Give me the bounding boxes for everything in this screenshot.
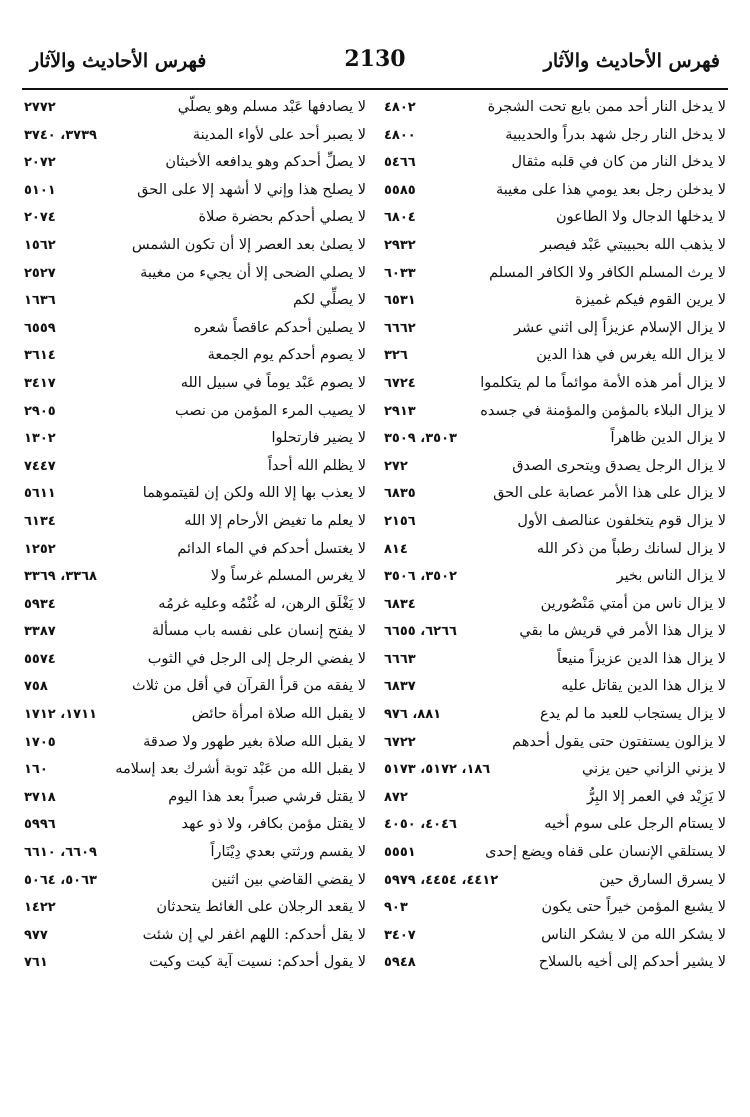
entry-reference-number: ٢٥٢٧ bbox=[24, 265, 56, 281]
entry-text: لا يصلي أحدكم بحضرة صلاة bbox=[198, 209, 366, 226]
entry-reference-number: ٥٩٣٤ bbox=[24, 596, 56, 612]
index-entry bbox=[382, 425, 728, 453]
entry-text: لا يصلي الضحى إلا أن يجيء من مغيبة bbox=[140, 264, 366, 281]
index-entry bbox=[22, 315, 368, 343]
entry-text: لا يرث المسلم الكافر ولا الكافر المسلم bbox=[489, 264, 726, 281]
entry-reference-number: ٦٢٦٦، ٦٦٥٥ bbox=[384, 624, 457, 640]
index-entry bbox=[382, 701, 728, 729]
entry-text: لا يصلِّ أحدكم وهو يدافعه الأخبثان bbox=[165, 154, 366, 171]
entry-text: لا يدخلها الدجال ولا الطاعون bbox=[555, 209, 726, 226]
index-entry bbox=[22, 260, 368, 288]
index-entry bbox=[22, 94, 368, 122]
index-entry bbox=[382, 149, 728, 177]
index-entry bbox=[382, 508, 728, 536]
entry-text: لا يَغْلَق الرهن، له غُنْمُه وعليه غرمُه bbox=[158, 595, 366, 612]
entry-reference-number: ٨٧٢ bbox=[384, 789, 408, 805]
entry-reference-number: ٥٩٩٦ bbox=[24, 817, 56, 833]
entry-reference-number: ٦٧٢٤ bbox=[384, 375, 416, 391]
entry-text: لا يقل أحدكم: اللهم اغفر لي إن شئت bbox=[142, 926, 366, 943]
index-entry bbox=[382, 315, 728, 343]
index-entry bbox=[22, 563, 368, 591]
entry-text: لا يشير أحدكم إلى أخيه بالسلاح bbox=[538, 954, 726, 971]
index-entry bbox=[22, 122, 368, 150]
index-entry bbox=[382, 756, 728, 784]
entry-text: لا يزال الرجل يصدق ويتحرى الصدق bbox=[512, 457, 726, 474]
entry-text: لا يستام الرجل على سوم أخيه bbox=[544, 816, 726, 833]
entry-text: لا يصلِّي لكم bbox=[292, 292, 366, 309]
index-entry bbox=[22, 618, 368, 646]
entry-reference-number: ٦٠٣٣ bbox=[384, 265, 416, 281]
index-entry bbox=[382, 591, 728, 619]
index-entry bbox=[22, 949, 368, 977]
index-entry bbox=[22, 811, 368, 839]
entry-reference-number: ٥٠٦٣، ٥٠٦٤ bbox=[24, 872, 97, 888]
index-entry bbox=[382, 204, 728, 232]
index-entry bbox=[22, 453, 368, 481]
index-entry bbox=[22, 425, 368, 453]
entry-reference-number: ٣٤٠٧ bbox=[384, 927, 416, 943]
index-entry bbox=[382, 839, 728, 867]
entry-reference-number: ٦٨٣٥ bbox=[384, 486, 416, 502]
entry-reference-number: ١٧٠٥ bbox=[24, 734, 56, 750]
entry-reference-number: ١٤٢٢ bbox=[24, 900, 56, 916]
entry-reference-number: ٣٣٨٧ bbox=[24, 624, 56, 640]
index-entry bbox=[22, 867, 368, 895]
entry-reference-number: ٣٧١٨ bbox=[24, 789, 56, 805]
index-entry bbox=[382, 729, 728, 757]
entry-reference-number: ٣٥٠٢، ٣٥٠٦ bbox=[384, 569, 457, 585]
entry-reference-number: ٥٥٨٥ bbox=[384, 182, 416, 198]
index-entry bbox=[382, 811, 728, 839]
index-entry bbox=[382, 867, 728, 895]
entry-reference-number: ١٦٣٦ bbox=[24, 293, 56, 309]
index-entry bbox=[22, 204, 368, 232]
entry-text: لا يصلىٰ بعد العصر إلا أن تكون الشمس bbox=[131, 236, 366, 253]
entry-text: لا يسرق السارق حين bbox=[599, 871, 726, 888]
entry-text: لا يفتح إنسان على نفسه باب مسألة bbox=[151, 623, 366, 640]
entry-text: لا يصبر أحد على لأواء المدينة bbox=[192, 126, 366, 143]
index-entry bbox=[22, 756, 368, 784]
entry-reference-number: ٥١٠١ bbox=[24, 182, 56, 198]
entry-reference-number: ٤٠٤٦، ٤٠٥٠ bbox=[384, 817, 457, 833]
index-entry bbox=[22, 232, 368, 260]
index-entry bbox=[382, 673, 728, 701]
entry-reference-number: ٦٦٠٩، ٦٦١٠ bbox=[24, 845, 97, 861]
entry-reference-number: ٣٣٦٨، ٣٣٦٩ bbox=[24, 569, 97, 585]
entry-text: لا يقعد الرجلان على الغائط يتحدثان bbox=[156, 899, 366, 916]
entry-text: لا يغرس المسلم غرساً ولا bbox=[210, 568, 366, 585]
index-entry bbox=[22, 149, 368, 177]
entry-reference-number: ٢٧٧٢ bbox=[24, 100, 56, 115]
index-column-left bbox=[22, 94, 368, 977]
index-entry bbox=[382, 370, 728, 398]
entry-text: لا يستلقي الإنسان على قفاه ويضع إحدى bbox=[485, 844, 726, 861]
entry-text: لا يدخل النار أحد ممن بايع تحت الشجرة bbox=[487, 99, 726, 115]
entry-text: لا يقبل الله صلاة امرأة حائض bbox=[191, 706, 366, 723]
index-entry bbox=[22, 536, 368, 564]
index-entry bbox=[22, 287, 368, 315]
entry-reference-number: ١٥٦٢ bbox=[24, 237, 56, 253]
entry-reference-number: ٦٨٣٧ bbox=[384, 679, 416, 695]
page-header bbox=[22, 44, 728, 90]
index-entry bbox=[22, 922, 368, 950]
entry-reference-number: ٣٦١٤ bbox=[24, 348, 56, 364]
entry-reference-number: ٤٤١٢، ٤٤٥٤، ٥٩٧٩ bbox=[384, 872, 499, 888]
entry-text: لا يزال أمر هذه الأمة موائماً ما لم يتكلموا bbox=[480, 374, 726, 391]
entry-reference-number: ١٢٥٢ bbox=[24, 541, 56, 557]
entry-text: لا يزال هذا الأمر في قريش ما بقي bbox=[519, 623, 726, 640]
entry-reference-number: ٣٧٣٩، ٣٧٤٠ bbox=[24, 127, 97, 143]
index-entry bbox=[382, 536, 728, 564]
entry-text: لا يدخل النار رجل شهد بدراً والحديبية bbox=[505, 126, 726, 143]
entry-text: لا يعلم ما تغيض الأرحام إلا الله bbox=[184, 512, 366, 529]
entry-reference-number: ٦٦٦٣ bbox=[384, 651, 416, 667]
entry-reference-number: ٣٤١٧ bbox=[24, 375, 56, 391]
entry-reference-number: ٦٧٢٢ bbox=[384, 734, 416, 750]
entry-text: لا يزال الله يغرس في هذا الدين bbox=[536, 347, 726, 364]
entry-text: لا يرين القوم فيكم غميزة bbox=[575, 292, 726, 309]
entry-reference-number: ٧٦١ bbox=[24, 955, 48, 971]
index-entry bbox=[22, 480, 368, 508]
entry-reference-number: ٥٥٥١ bbox=[384, 845, 416, 861]
index-entry bbox=[382, 94, 728, 122]
entry-text: لا يزني الزاني حين يزني bbox=[582, 761, 726, 778]
entry-reference-number: ٧٥٨ bbox=[24, 679, 48, 695]
index-column-right bbox=[382, 94, 728, 977]
entry-reference-number: ٢٠٧٢ bbox=[24, 155, 56, 171]
entry-text: لا يزال الإسلام عزيزاً إلى اثني عشر bbox=[514, 319, 726, 336]
index-entry bbox=[22, 701, 368, 729]
index-entry bbox=[382, 618, 728, 646]
entry-reference-number: ٩٧٧ bbox=[24, 927, 48, 943]
index-entry bbox=[382, 922, 728, 950]
entry-reference-number: ٣٢٦ bbox=[384, 348, 408, 364]
entry-text: لا يقبل الله من عَبْد توبة أشرك بعد إسلامه bbox=[115, 761, 366, 778]
entry-text: لا يذهب الله بحبيبتي عَبْد فيصبر bbox=[540, 236, 726, 253]
index-entry bbox=[22, 342, 368, 370]
entry-text: لا يزال يستجاب للعبد ما لم يدع bbox=[539, 706, 726, 723]
entry-text: لا يضير فارتحلوا bbox=[271, 430, 366, 447]
index-entry bbox=[382, 894, 728, 922]
index-entry bbox=[382, 646, 728, 674]
header-title-left: فهرس الأحاديث والآثار bbox=[30, 50, 207, 72]
index-entry bbox=[22, 508, 368, 536]
entry-reference-number: ١٨٦، ٥١٧٢، ٥١٧٣ bbox=[384, 762, 491, 778]
entry-reference-number: ٨٨١، ٩٧٦ bbox=[384, 707, 442, 723]
index-entry bbox=[382, 480, 728, 508]
index-entry bbox=[22, 370, 368, 398]
entry-reference-number: ٤٨٠٢ bbox=[384, 100, 416, 115]
entry-reference-number: ٩٠٣ bbox=[384, 900, 408, 916]
entry-reference-number: ٦٥٥٩ bbox=[24, 320, 56, 336]
index-entry bbox=[22, 729, 368, 757]
entry-text: لا يقبل الله صلاة بغير طهور ولا صدقة bbox=[143, 733, 366, 750]
entry-text: لا يزال لسانك رطباً من ذكر الله bbox=[536, 540, 726, 557]
entry-reference-number: ١٧١١، ١٧١٢ bbox=[24, 707, 97, 723]
index-entry bbox=[382, 260, 728, 288]
entry-reference-number: ٧٤٤٧ bbox=[24, 458, 56, 474]
index-entry bbox=[382, 232, 728, 260]
entry-text: لا يزال الدين ظاهراً bbox=[610, 430, 726, 447]
entry-text: لا يدخلن رجل بعد يومي هذا على مغيبة bbox=[495, 181, 726, 198]
entry-text: لا يفضي الرجل إلى الرجل في الثوب bbox=[147, 650, 366, 667]
index-entry bbox=[22, 894, 368, 922]
entry-reference-number: ٦٨٣٤ bbox=[384, 596, 416, 612]
index-entry bbox=[22, 673, 368, 701]
index-entry bbox=[22, 398, 368, 426]
index-entry bbox=[22, 646, 368, 674]
index-entry bbox=[382, 342, 728, 370]
entry-text: لا يقسم ورثتي بعدي دِيْنَاراً bbox=[210, 844, 366, 861]
entry-text: لا يقضي القاضي بين اثنين bbox=[211, 871, 366, 888]
entry-reference-number: ٦٨٠٤ bbox=[384, 210, 416, 226]
entry-text: لا يقتل مؤمن بكافر، ولا ذو عهد bbox=[181, 816, 366, 833]
entry-reference-number: ٥٩٤٨ bbox=[384, 955, 416, 971]
entry-reference-number: ٢٩٣٢ bbox=[384, 237, 416, 253]
entry-text: لا يصوم أحدكم يوم الجمعة bbox=[207, 347, 366, 364]
entry-reference-number: ٦٦٦٢ bbox=[384, 320, 416, 336]
entry-text: لا يصوم عَبْد يوماً في سبيل الله bbox=[180, 374, 366, 391]
entry-text: لا يقتل قرشي صبراً بعد هذا اليوم bbox=[168, 788, 366, 805]
entry-text: لا يصادفها عَبْد مسلم وهو يصلّي bbox=[177, 99, 366, 115]
entry-reference-number: ٢٠٧٤ bbox=[24, 210, 56, 226]
index-entry bbox=[382, 398, 728, 426]
entry-reference-number: ٢٩٠٥ bbox=[24, 403, 56, 419]
index-entry bbox=[22, 591, 368, 619]
index-entry bbox=[382, 122, 728, 150]
entry-text: لا يزالون يستفتون حتى يقول أحدهم bbox=[512, 733, 726, 750]
entry-reference-number: ٣٥٠٣، ٣٥٠٩ bbox=[384, 431, 457, 447]
entry-text: لا يصلين أحدكم عاقصاً شعره bbox=[193, 319, 366, 336]
index-entry bbox=[382, 287, 728, 315]
entry-reference-number: ٢٧٢ bbox=[384, 458, 408, 474]
index-entry bbox=[382, 784, 728, 812]
entry-reference-number: ٤٨٠٠ bbox=[384, 127, 416, 143]
entry-text: لا يزال ناس من أمتي مَنْصُورين bbox=[540, 595, 726, 612]
index-entry bbox=[382, 453, 728, 481]
entry-reference-number: ١٦٠ bbox=[24, 762, 48, 778]
entry-reference-number: ٥٤٦٦ bbox=[384, 155, 416, 171]
entry-text: لا يغتسل أحدكم في الماء الدائم bbox=[177, 540, 366, 557]
entry-text: لا يعذب بها إلا الله ولكن إن لقيتموهما bbox=[142, 485, 366, 502]
index-entry bbox=[382, 177, 728, 205]
entry-reference-number: ٥٥٧٤ bbox=[24, 651, 56, 667]
header-title-right: فهرس الأحاديث والآثار bbox=[543, 50, 720, 72]
entry-reference-number: ٦١٣٤ bbox=[24, 513, 56, 529]
entry-text: لا يفقه من قرأ القرآن في أقل من ثلاث bbox=[132, 678, 366, 695]
entry-reference-number: ٢٩١٣ bbox=[384, 403, 416, 419]
index-entry bbox=[22, 784, 368, 812]
entry-text: لا يزال البلاء بالمؤمن والمؤمنة في جسده bbox=[480, 402, 726, 419]
entry-reference-number: ٨١٤ bbox=[384, 541, 408, 557]
entry-text: لا يزال الناس بخير bbox=[616, 568, 726, 585]
entry-text: لا يزال هذا الدين عزيزاً منيعاً bbox=[557, 650, 726, 667]
entry-reference-number: ٦٥٣١ bbox=[384, 293, 416, 309]
index-entry bbox=[382, 563, 728, 591]
entry-reference-number: ٢١٥٦ bbox=[384, 513, 416, 529]
entry-text: لا يدخل النار من كان في قلبه مثقال bbox=[511, 154, 726, 171]
entry-reference-number: ٥٦١١ bbox=[24, 486, 56, 502]
entry-text: لا يَزِيْد في العمر إلا البِرُّ bbox=[587, 788, 726, 805]
entry-text: لا يزال هذا الدين يقاتل عليه bbox=[561, 678, 726, 695]
entry-text: لا يقول أحدكم: نسيت آية كيت وكيت bbox=[149, 954, 366, 971]
page-number: 2130 bbox=[344, 46, 406, 72]
index-entry bbox=[22, 839, 368, 867]
entry-text: لا يشكر الله من لا يشكر الناس bbox=[541, 926, 726, 943]
entry-text: لا يصيب المرء المؤمن من نصب bbox=[175, 402, 366, 419]
entry-text: لا يصلح هذا وإني لا أشهد إلا على الحق bbox=[137, 181, 366, 198]
entry-text: لا يشبع المؤمن خيراً حتى يكون bbox=[541, 899, 726, 916]
entry-reference-number: ١٣٠٢ bbox=[24, 431, 56, 447]
entry-text: لا يزال قوم يتخلفون عنالصف الأول bbox=[517, 512, 726, 529]
entry-text: لا يظلم الله أحداً bbox=[267, 457, 366, 474]
index-entry bbox=[382, 949, 728, 977]
entry-text: لا يزال على هذا الأمر عصابة على الحق bbox=[493, 485, 726, 502]
index-entry bbox=[22, 177, 368, 205]
